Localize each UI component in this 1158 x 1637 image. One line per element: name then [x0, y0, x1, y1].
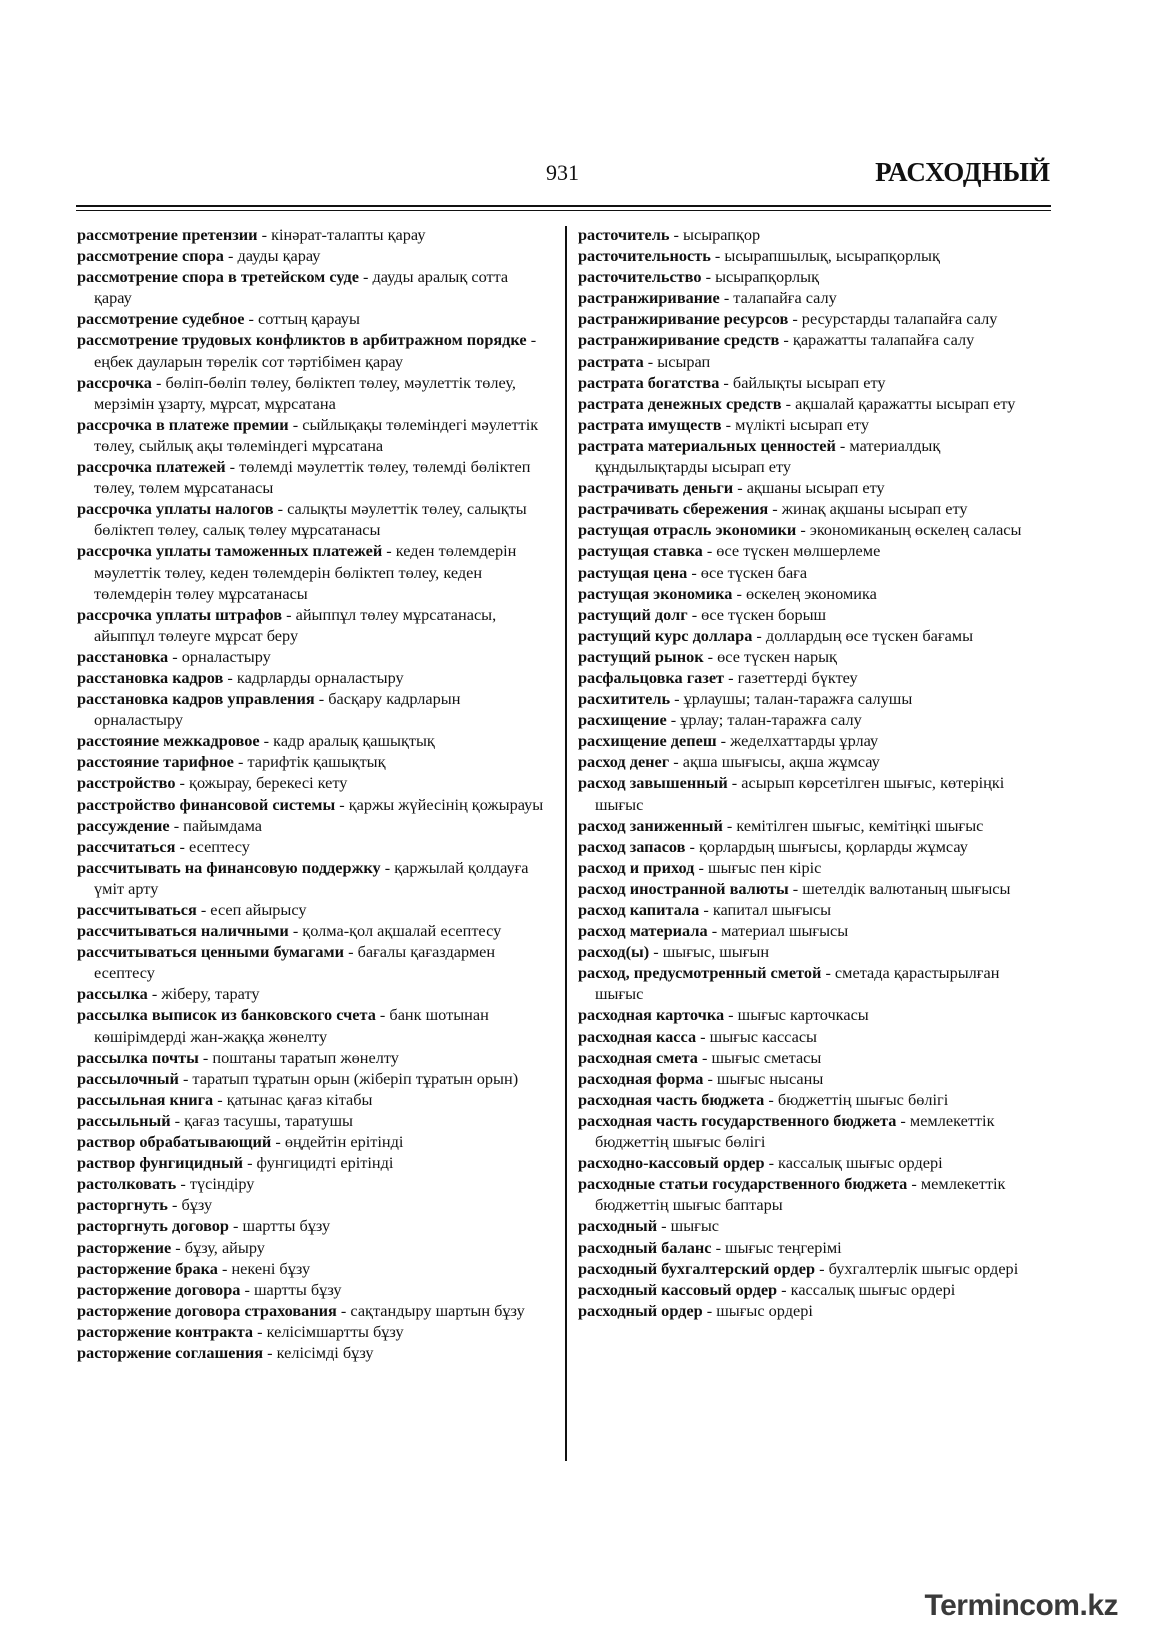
entry-definition: - өсе түскен борыш: [687, 604, 827, 624]
entry-definition: - ұрлау; талан-таражға салу: [666, 710, 862, 730]
entry-term: расходно-кассовый ордер: [578, 1153, 765, 1173]
entry-term: расходная касса: [578, 1026, 697, 1046]
dictionary-entry: [77, 224, 545, 245]
entry-definition: - қаражатты талапайға салу: [779, 330, 975, 350]
entry-term: рассрочка в платеже премии: [77, 414, 289, 434]
entry-definition: - төлемді мәулеттік төлеу, төлемді бөліктеп төлеу, төлем мұрсатанасы: [94, 457, 531, 498]
dictionary-entry: [77, 1237, 545, 1258]
entry-term: растрачивать сбережения: [578, 499, 769, 519]
entry-definition: - тарифтік қашықтық: [233, 752, 386, 772]
entry-definition: - өңдейтін ерітінді: [271, 1132, 404, 1152]
dictionary-entry: [77, 498, 545, 540]
entry-definition: - шығыс сметасы: [697, 1047, 822, 1067]
dictionary-entry: [578, 604, 1050, 625]
dictionary-entry: [578, 857, 1050, 878]
entry-definition: - дауды қарау: [223, 246, 321, 266]
dictionary-entry: [578, 1026, 1050, 1047]
entry-definition: - экономиканың өскелең саласы: [796, 520, 1022, 540]
entry-term: расход материала: [578, 921, 708, 941]
dictionary-entry: [578, 1279, 1050, 1300]
dictionary-entry: [77, 1152, 545, 1173]
entry-definition: - еңбек дауларын төрелік сот тәртібімен қарау: [94, 330, 537, 371]
dictionary-entry: [578, 815, 1050, 836]
dictionary-entry: [77, 1131, 545, 1152]
entry-definition: - ақшаны ысырап ету: [733, 478, 885, 498]
dictionary-entry: [578, 224, 1050, 245]
entry-definition: - байлықты ысырап ету: [719, 372, 886, 392]
entry-definition: - дауды аралық сотта қарау: [94, 267, 509, 308]
entry-definition: - ұрлаушы; талан-таражға салушы: [670, 689, 913, 709]
dictionary-entry: [578, 1047, 1050, 1068]
right-column: [578, 224, 1050, 1321]
entry-term: растрата: [578, 351, 644, 371]
dictionary-entry: [77, 329, 545, 371]
entry-definition: - кеден төлемдерін мәулеттік төлеу, кеден төлемдерін бөліктеп төлеу, кеден төлемдерін төлеу мұрсатанасы: [94, 541, 517, 603]
entry-definition: - шығыс нысаны: [703, 1068, 824, 1088]
dictionary-entry: [578, 688, 1050, 709]
entry-term: рассылочный: [77, 1068, 179, 1088]
entry-definition: - жинақ ақшаны ысырап ету: [768, 499, 968, 519]
entry-term: растранжиривание: [578, 288, 720, 308]
dictionary-entry: [578, 393, 1050, 414]
dictionary-entry: [578, 308, 1050, 329]
entry-definition: - ысырап: [643, 351, 711, 371]
entry-definition: - материалдық құндылықтарды ысырап ету: [595, 435, 941, 477]
entry-term: расторжение брака: [77, 1258, 218, 1278]
entry-term: расход денег: [578, 752, 670, 772]
page-number: 931: [546, 160, 579, 185]
dictionary-entry: [77, 1194, 545, 1215]
entry-term: расторгнуть договор: [77, 1216, 229, 1236]
entry-definition: - шығыс теңгерімі: [711, 1237, 842, 1257]
dictionary-entry: [578, 1215, 1050, 1236]
entry-term: расходная часть бюджета: [578, 1089, 765, 1109]
entry-definition: - кінәрат-талапты қарау: [257, 225, 426, 244]
entry-term: рассрочка: [77, 372, 152, 392]
entry-definition: - ысырапқор: [669, 225, 761, 244]
dictionary-entry: [77, 1342, 545, 1363]
entry-term: растранжиривание средств: [578, 330, 780, 350]
entry-term: расторгнуть: [77, 1195, 168, 1215]
entry-term: расстройство: [77, 773, 176, 793]
entry-definition: - шығыс кассасы: [696, 1026, 817, 1046]
entry-term: рассыльный: [77, 1110, 171, 1130]
entry-term: рассмотрение претензии: [77, 225, 258, 244]
entry-term: расстояние тарифное: [77, 752, 234, 772]
dictionary-entry: [578, 414, 1050, 435]
entry-term: расточитель: [578, 225, 670, 244]
dictionary-entry: [77, 772, 545, 793]
entry-term: растущий рынок: [578, 646, 704, 666]
entry-term: рассрочка уплаты штрафов: [77, 604, 283, 624]
dictionary-entry: [578, 836, 1050, 857]
entry-term: рассрочка уплаты налогов: [77, 499, 274, 519]
entry-definition: - некені бұзу: [217, 1258, 311, 1278]
dictionary-entry: [77, 1321, 545, 1342]
entry-term: рассмотрение спора в третейском суде: [77, 267, 359, 287]
entry-term: расход и приход: [578, 857, 695, 877]
entry-term: расходные статьи государственного бюджета: [578, 1174, 908, 1194]
entry-term: рассылка почты: [77, 1047, 199, 1067]
entry-term: растущий курс доллара: [578, 625, 753, 645]
entry-term: расточительство: [578, 267, 702, 287]
dictionary-entry: [77, 372, 545, 414]
entry-definition: - түсіндіру: [176, 1174, 255, 1194]
entry-term: рассрочка платежей: [77, 457, 226, 477]
dictionary-entry: [578, 709, 1050, 730]
dictionary-entry: [578, 1237, 1050, 1258]
dictionary-entry: [77, 794, 545, 815]
column-divider: [565, 226, 567, 1461]
dictionary-entry: [77, 667, 545, 688]
running-head: РАСХОДНЫЙ: [875, 157, 1050, 187]
entry-term: растущая цена: [578, 562, 688, 582]
entry-definition: - өсе түскен мөлшерлеме: [702, 541, 881, 561]
entry-term: расходный бухгалтерский ордер: [578, 1258, 816, 1278]
entry-term: расстановка: [77, 646, 169, 666]
entry-definition: - фунгицидті ерітінді: [243, 1153, 394, 1173]
dictionary-entry: [578, 245, 1050, 266]
dictionary-entry: [77, 688, 545, 730]
entry-term: расхититель: [578, 689, 671, 709]
entry-term: расторжение договора: [77, 1279, 241, 1299]
dictionary-entry: [77, 857, 545, 899]
dictionary-entry: [578, 962, 1050, 1004]
entry-definition: - ысырапшылық, ысырапқорлық: [710, 246, 940, 266]
entry-term: расходная карточка: [578, 1005, 725, 1025]
entry-definition: - капитал шығысы: [699, 900, 832, 919]
dictionary-entry: [578, 266, 1050, 287]
entry-definition: - материал шығысы: [707, 921, 849, 941]
dictionary-entry: [578, 498, 1050, 519]
dictionary-entry: [77, 308, 545, 329]
dictionary-entry: [578, 1152, 1050, 1173]
entry-term: расторжение контракта: [77, 1321, 254, 1341]
entry-definition: - шығыс пен кіріс: [694, 857, 822, 877]
entry-definition: - кадр аралық қашықтық: [259, 731, 435, 751]
entry-definition: - ақшалай қаражатты ысырап ету: [781, 393, 1016, 413]
entry-definition: - жіберу, тарату: [147, 984, 260, 1004]
entry-definition: - талапайға салу: [719, 288, 837, 308]
dictionary-entry: [578, 899, 1050, 920]
entry-definition: - ақша шығысы, ақша жұмсау: [669, 752, 880, 772]
dictionary-entry: [578, 562, 1050, 583]
entry-term: расточительность: [578, 246, 711, 266]
entry-definition: - қаржылай қолдауға үміт арту: [94, 857, 529, 898]
entry-definition: - өсе түскен баға: [687, 562, 808, 582]
entry-definition: - өсе түскен нарық: [703, 646, 837, 666]
entry-term: рассуждение: [77, 815, 170, 835]
entry-definition: - жеделхаттарды ұрлау: [716, 731, 879, 751]
dictionary-entry: [578, 435, 1050, 477]
entry-term: расход запасов: [578, 836, 686, 856]
entry-definition: - қағаз тасушы, таратушы: [170, 1110, 353, 1130]
dictionary-entry: [77, 266, 545, 308]
entry-definition: - өскелең экономика: [732, 583, 877, 603]
entry-term: расстройство финансовой системы: [77, 794, 336, 814]
dictionary-entry: [578, 1300, 1050, 1321]
entry-term: раствор обрабатывающий: [77, 1132, 272, 1152]
entry-definition: - банк шотынан көшірімдерді жан-жаққа жөнелту: [94, 1005, 489, 1046]
dictionary-entry: [578, 583, 1050, 604]
entry-term: рассчитываться: [77, 900, 197, 919]
entry-definition: - ресурстарды талапайға салу: [788, 309, 998, 329]
entry-definition: - кассалық шығыс ордері: [764, 1153, 943, 1173]
entry-definition: - қорлардың шығысы, қорларды жұмсау: [685, 836, 968, 856]
dictionary-entry: [77, 983, 545, 1004]
dictionary-entry: [578, 477, 1050, 498]
entry-definition: - газеттерді бүктеу: [724, 667, 858, 687]
dictionary-entry: [77, 1047, 545, 1068]
dictionary-entry: [578, 351, 1050, 372]
dictionary-entry: [77, 941, 545, 983]
entry-definition: - мүлікті ысырап ету: [721, 414, 869, 434]
entry-definition: - шығыс карточкасы: [724, 1005, 869, 1025]
dictionary-entry: [77, 1089, 545, 1110]
entry-term: расход иностранной валюты: [578, 878, 789, 898]
dictionary-entry: [77, 1110, 545, 1131]
entry-term: рассчитаться: [77, 836, 176, 856]
entry-term: растолковать: [77, 1174, 177, 1194]
dictionary-entry: [77, 646, 545, 667]
entry-term: рассмотрение спора: [77, 246, 224, 266]
dictionary-entry: [77, 899, 545, 920]
entry-definition: - айыппұл төлеу мұрсатанасы, айыппұл төлеуге мұрсат беру: [94, 604, 497, 645]
entry-term: рассчитывать на финансовую поддержку: [77, 857, 381, 877]
left-column: [77, 224, 545, 1363]
entry-term: расстояние межкадровое: [77, 731, 260, 751]
entry-term: рассчитываться ценными бумагами: [77, 942, 345, 962]
dictionary-entry: [578, 1089, 1050, 1110]
dictionary-entry: [77, 245, 545, 266]
entry-definition: - ысырапқорлық: [701, 267, 819, 287]
entry-term: расстановка кадров управления: [77, 689, 315, 709]
entry-term: расторжение: [77, 1237, 172, 1257]
entry-term: расстановка кадров: [77, 667, 224, 687]
entry-definition: - мемлекеттік бюджеттің шығыс бөлігі: [595, 1110, 995, 1152]
dictionary-entry: [578, 646, 1050, 667]
dictionary-entry: [578, 519, 1050, 540]
header-rule-thin: [76, 210, 1051, 211]
dictionary-entry: [77, 414, 545, 456]
entry-definition: - қаржы жүйесінің қожырауы: [335, 794, 544, 814]
entry-term: рассчитываться наличными: [77, 921, 289, 941]
dictionary-entry: [77, 751, 545, 772]
entry-definition: - кемітілген шығыс, кемітіңкі шығыс: [722, 815, 984, 835]
entry-term: расфальцовка газет: [578, 667, 725, 687]
entry-definition: - бұзу, айыру: [171, 1237, 265, 1257]
dictionary-entry: [578, 878, 1050, 899]
entry-definition: - есептесу: [175, 836, 250, 856]
entry-definition: - бағалы қағаздармен есептесу: [94, 942, 496, 983]
dictionary-entry: [77, 1258, 545, 1279]
dictionary-entry: [578, 540, 1050, 561]
entry-term: расходный кассовый ордер: [578, 1279, 778, 1299]
entry-definition: - шетелдік валютаның шығысы: [788, 878, 1011, 898]
dictionary-entry: [578, 372, 1050, 393]
entry-definition: - басқару кадрларын орналастыру: [94, 689, 461, 730]
entry-term: расходная форма: [578, 1068, 704, 1088]
watermark-logo: Termincom.kz: [924, 1589, 1118, 1622]
entry-definition: - доллардың өсе түскен бағамы: [752, 625, 974, 645]
dictionary-entry: [77, 456, 545, 498]
dictionary-entry: [578, 625, 1050, 646]
dictionary-entry: [578, 941, 1050, 962]
entry-term: растрата богатства: [578, 372, 720, 392]
entry-term: растрата имуществ: [578, 414, 722, 434]
entry-definition: - таратып тұратын орын (жіберіп тұратын орын): [178, 1068, 519, 1088]
entry-term: расходный ордер: [578, 1300, 703, 1320]
entry-term: расход завышенный: [578, 773, 728, 793]
dictionary-entry: [578, 772, 1050, 814]
entry-term: растущий долг: [578, 604, 688, 624]
entry-term: расторжение соглашения: [77, 1342, 264, 1362]
entry-term: расходный баланс: [578, 1237, 712, 1257]
entry-term: расход, предусмотренный сметой: [578, 963, 822, 983]
dictionary-entry: [77, 1215, 545, 1236]
dictionary-entry: [578, 1068, 1050, 1089]
dictionary-entry: [578, 1004, 1050, 1025]
entry-term: расхищение депеш: [578, 731, 717, 751]
entry-definition: - қолма-қол ақшалай есептесу: [288, 921, 502, 941]
entry-term: раствор фунгицидный: [77, 1153, 243, 1173]
dictionary-entry: [77, 1300, 545, 1321]
dictionary-entry: [578, 730, 1050, 751]
entry-definition: - мемлекеттік бюджеттің шығыс баптары: [595, 1174, 1006, 1215]
entry-term: расход заниженный: [578, 815, 723, 835]
entry-definition: - шығыс: [657, 1216, 719, 1236]
entry-definition: - асырып көрсетілген шығыс, көтеріңкі шығыс: [595, 773, 1005, 814]
entry-term: рассылка: [77, 984, 148, 1004]
header-rule-thick: [76, 205, 1051, 207]
entry-term: рассылка выписок из банковского счета: [77, 1005, 376, 1025]
entry-term: рассыльная книга: [77, 1089, 214, 1109]
entry-definition: - шартты бұзу: [240, 1279, 342, 1299]
dictionary-entry: [77, 1068, 545, 1089]
entry-definition: - сақтандыру шартын бұзу: [336, 1300, 525, 1320]
entry-term: растранжиривание ресурсов: [578, 309, 789, 329]
entry-term: рассмотрение трудовых конфликтов в арбитражном порядке: [77, 330, 527, 350]
entry-definition: - қожырау, берекесі кету: [175, 773, 348, 793]
entry-definition: - кадрларды орналастыру: [223, 667, 404, 687]
dictionary-entry: [578, 329, 1050, 350]
dictionary-entry: [77, 604, 545, 646]
entry-term: растрата денежных средств: [578, 393, 782, 413]
dictionary-entry: [77, 1004, 545, 1046]
entry-term: растущая отрасль экономики: [578, 520, 797, 540]
dictionary-entry: [77, 836, 545, 857]
dictionary-entry: [578, 751, 1050, 772]
entry-definition: - салықты мәулеттік төлеу, салықты бөліктеп төлеу, салық төлеу мұрсатанасы: [94, 499, 527, 540]
dictionary-entry: [578, 1110, 1050, 1152]
entry-term: расторжение договора страхования: [77, 1300, 337, 1320]
entry-definition: - соттың қарауы: [244, 309, 360, 329]
entry-definition: - келісімшартты бұзу: [253, 1321, 404, 1341]
entry-definition: - бухгалтерлік шығыс ордері: [815, 1258, 1019, 1278]
entry-definition: - кассалық шығыс ордері: [777, 1279, 956, 1299]
entry-term: рассрочка уплаты таможенных платежей: [77, 541, 383, 561]
entry-term: расхищение: [578, 710, 667, 730]
dictionary-entry: [578, 287, 1050, 308]
entry-term: расход(ы): [578, 942, 650, 962]
entry-term: рассмотрение судебное: [77, 309, 245, 329]
entry-definition: - бюджеттің шығыс бөлігі: [764, 1089, 949, 1109]
entry-definition: - сыйлықақы төлеміндегі мәулеттік төлеу, сыйлық ақы төлеміндегі мұрсатана: [94, 414, 539, 455]
entry-definition: - поштаны таратып жөнелту: [198, 1047, 399, 1067]
entry-term: расходная смета: [578, 1047, 698, 1067]
dictionary-entry: [77, 730, 545, 751]
dictionary-entry: [578, 1173, 1050, 1215]
entry-definition: - қатынас қағаз кітабы: [213, 1089, 373, 1109]
entry-definition: - орналастыру: [168, 646, 271, 666]
entry-definition: - шартты бұзу: [228, 1216, 331, 1236]
entry-definition: - бұзу: [167, 1195, 213, 1215]
entry-term: расход капитала: [578, 900, 700, 919]
dictionary-entry: [578, 667, 1050, 688]
dictionary-entry: [77, 1173, 545, 1194]
entry-definition: - келісімді бұзу: [263, 1342, 374, 1362]
dictionary-entry: [578, 920, 1050, 941]
dictionary-entry: [77, 540, 545, 603]
dictionary-entry: [77, 815, 545, 836]
entry-term: расходный: [578, 1216, 658, 1236]
entry-definition: - бөліп-бөліп төлеу, бөліктеп төлеу, мәулеттік төлеу, мерзімін ұзарту, мұрсат, мұрсатана: [94, 372, 516, 413]
entry-term: растущая экономика: [578, 583, 733, 603]
entry-definition: - есеп айырысу: [196, 900, 307, 919]
dictionary-entry: [578, 1258, 1050, 1279]
entry-term: растрачивать деньги: [578, 478, 734, 498]
entry-term: растрата материальных ценностей: [578, 435, 836, 455]
dictionary-entry: [77, 920, 545, 941]
entry-definition: - шығыс ордері: [702, 1300, 813, 1320]
dictionary-entry: [77, 1279, 545, 1300]
entry-definition: - пайымдама: [169, 815, 263, 835]
entry-definition: - шығыс, шығын: [649, 942, 770, 962]
entry-definition: - сметада қарастырылған шығыс: [595, 963, 1000, 1004]
entry-term: растущая ставка: [578, 541, 703, 561]
entry-term: расходная часть государственного бюджета: [578, 1110, 897, 1130]
